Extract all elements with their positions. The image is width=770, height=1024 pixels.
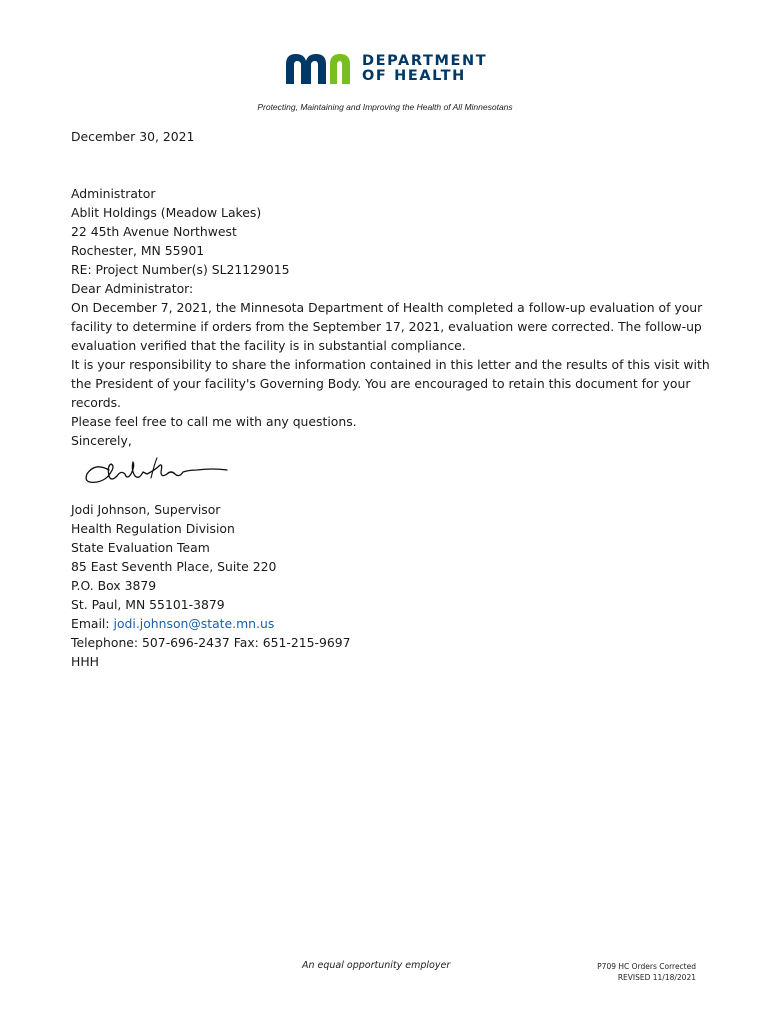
footer-form-info	[597, 961, 696, 983]
signer-phone: Telephone: 507-696-2437 Fax: 651-215-9697	[71, 635, 351, 650]
signer-po-box: P.O. Box 3879	[71, 578, 157, 593]
end-mark: HHH	[71, 654, 99, 669]
tagline: Protecting, Maintaining and Improving the Health of All Minnesotans	[257, 102, 513, 112]
recipient-line: Rochester, MN 55901	[71, 243, 205, 258]
signer-name: Jodi Johnson, Supervisor	[71, 502, 221, 517]
logo-line-1: DEPARTMENT	[362, 53, 488, 69]
email-link[interactable]: jodi.johnson@state.mn.us	[113, 616, 275, 631]
logo-wordmark	[362, 54, 487, 84]
signer-email-row	[71, 614, 711, 633]
salutation: Dear Administrator:	[71, 281, 194, 296]
email-label: Email:	[71, 616, 114, 631]
re-line: RE: Project Number(s) SL21129015	[71, 262, 290, 277]
letter-body	[71, 127, 711, 671]
letter-date: December 30, 2021	[71, 129, 195, 144]
mdh-logo	[284, 52, 487, 86]
footer-eoe: An equal opportunity employer	[302, 960, 451, 971]
recipient-address	[71, 184, 711, 260]
form-code: P709 HC Orders Corrected	[597, 962, 696, 971]
signer-division: Health Regulation Division	[71, 521, 235, 536]
logo-line-2: OF HEALTH	[362, 68, 466, 84]
signature-icon	[81, 452, 231, 492]
revised-date: REVISED 11/18/2021	[617, 973, 696, 982]
signer-city: St. Paul, MN 55101-3879	[71, 597, 225, 612]
recipient-line: Ablit Holdings (Meadow Lakes)	[71, 205, 262, 220]
body-paragraph-2: It is your responsibility to share the information contained in this letter and the results of this visit with the President of your facility's Governing Body. You are encouraged to retain this document for your records.	[71, 357, 710, 410]
closing-question: Please feel free to call me with any questions.	[71, 414, 357, 429]
recipient-line: Administrator	[71, 186, 156, 201]
recipient-line: 22 45th Avenue Northwest	[71, 224, 237, 239]
mn-logo-mark-icon	[284, 52, 352, 86]
body-paragraph-1: On December 7, 2021, the Minnesota Department of Health completed a follow-up evaluation of your facility to determine if orders from the September 17, 2021, evaluation were corrected. The follow-up evaluation verified that the facility is in substantial compliance.	[71, 300, 703, 353]
closing: Sincerely,	[71, 433, 132, 448]
signer-street: 85 East Seventh Place, Suite 220	[71, 559, 277, 574]
signer-team: State Evaluation Team	[71, 540, 210, 555]
signature-block	[71, 500, 711, 652]
